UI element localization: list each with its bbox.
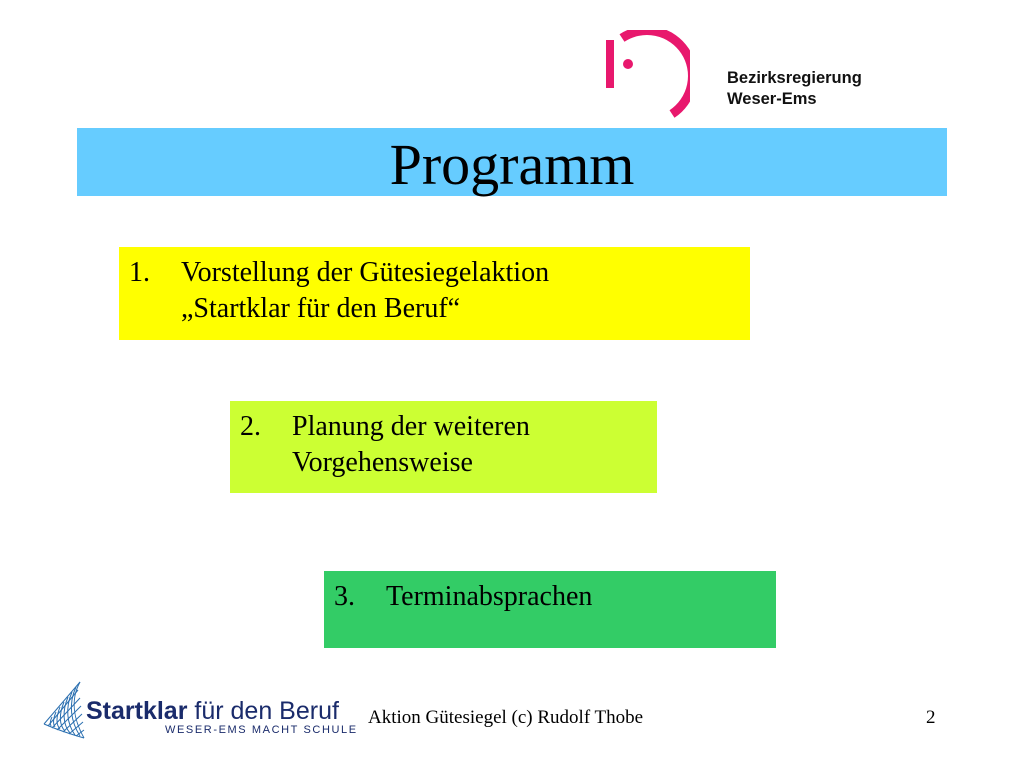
agenda-item-text-line: Vorgehensweise <box>292 447 473 478</box>
title-band <box>77 128 947 196</box>
agenda-item-1 <box>119 247 750 340</box>
agenda-item-text-line: Terminabsprachen <box>386 581 593 612</box>
agenda-item-text-line: Vorstellung der Gütesiegelaktion <box>181 257 550 288</box>
agenda-item-3 <box>324 571 776 648</box>
footer-brand-strong: Startklar <box>86 697 188 725</box>
agenda-item-text-line: Planung der weiteren <box>292 411 530 442</box>
agenda-item-text-line: „Startklar für den Beruf“ <box>181 293 461 324</box>
organization-name <box>727 68 862 110</box>
slide-title: Programm <box>389 132 635 197</box>
footer-brand-rest: für den Beruf <box>187 697 339 725</box>
agenda-item-number: 1. <box>129 257 150 288</box>
agenda-item-number: 3. <box>334 581 355 612</box>
page-number: 2 <box>926 707 936 728</box>
organization-line-2: Weser-Ems <box>727 90 817 108</box>
footer-brand <box>86 696 339 726</box>
footer-brand-subtitle: WESER-EMS MACHT SCHULE <box>165 724 358 736</box>
bezirksregierung-logo-icon <box>598 30 690 118</box>
organization-line-1: Bezirksregierung <box>727 69 862 87</box>
agenda-item-2 <box>230 401 657 493</box>
agenda-item-number: 2. <box>240 411 261 442</box>
footer-text: Aktion Gütesiegel (c) Rudolf Thobe <box>368 707 644 728</box>
